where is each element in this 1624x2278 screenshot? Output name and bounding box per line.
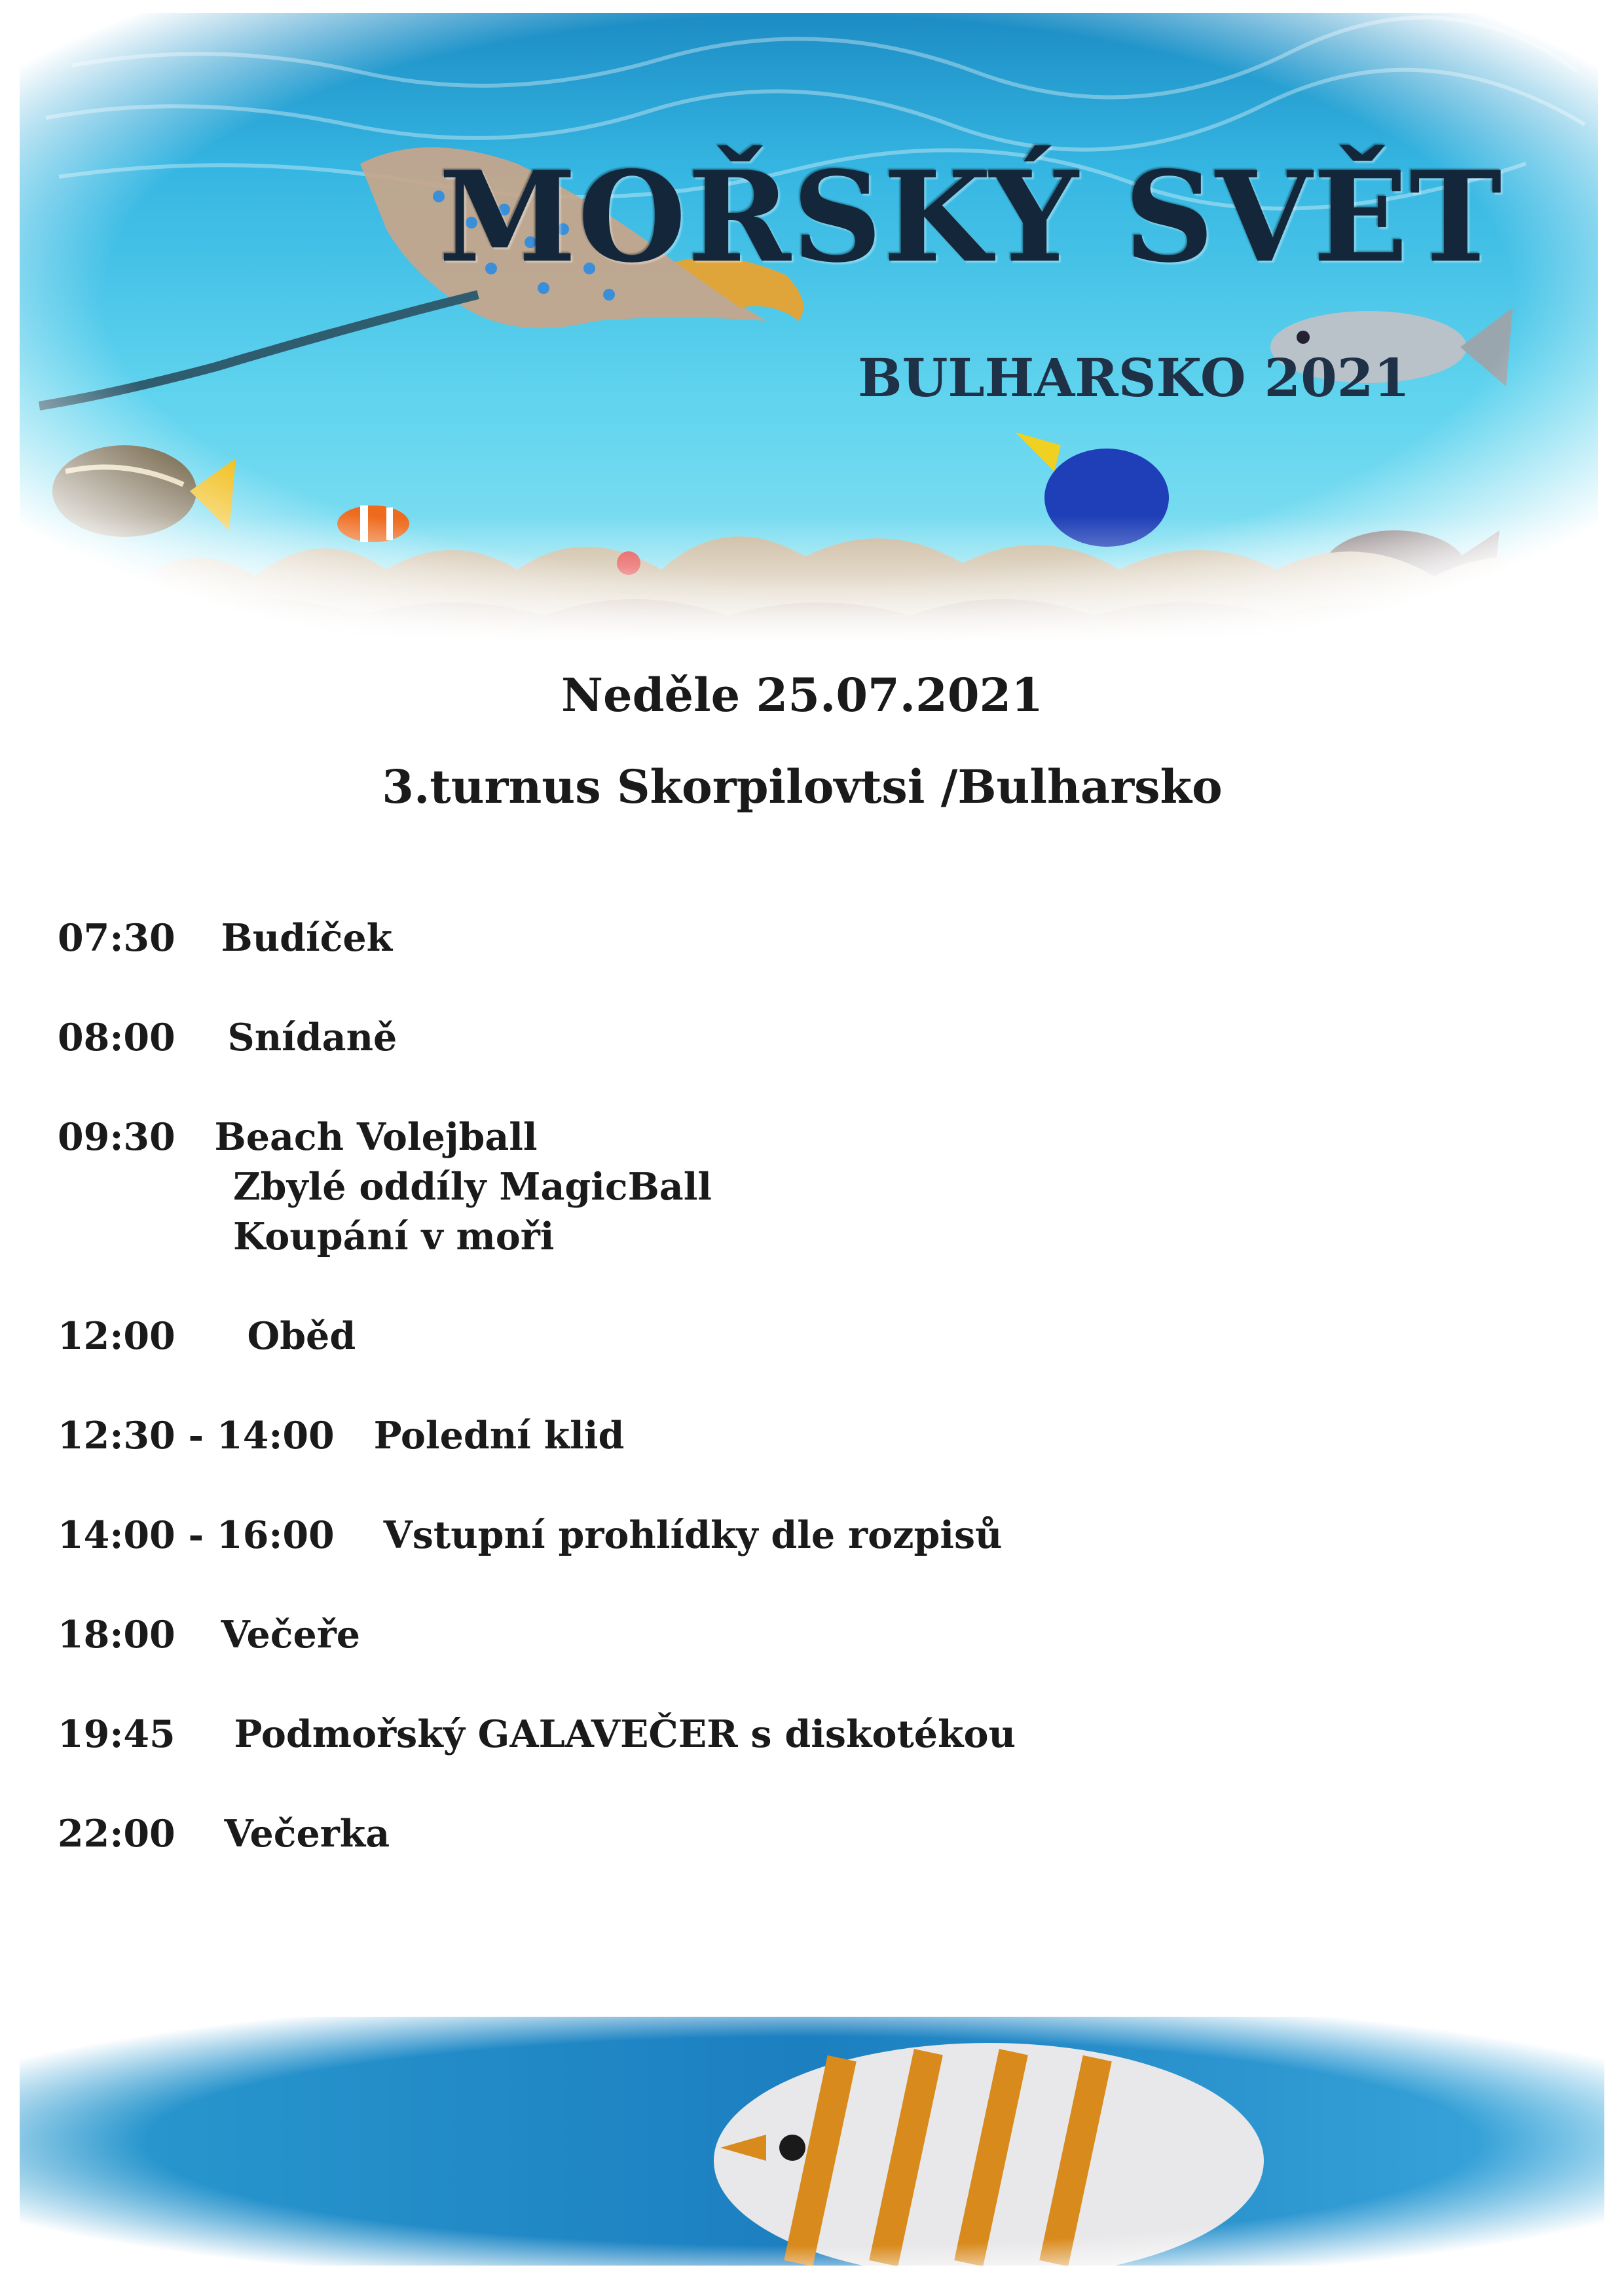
schedule-row xyxy=(58,1411,624,1461)
schedule-activity-extra: Zbylé oddíly MagicBall xyxy=(233,1165,712,1209)
date-heading: Neděle 25.07.2021 xyxy=(561,668,1043,722)
schedule-activity: Večerka xyxy=(224,1812,390,1856)
schedule-time: 18:00 xyxy=(58,1613,175,1657)
banner-subtitle: BULHARSKO 2021 xyxy=(858,347,1411,409)
header-banner xyxy=(20,13,1598,642)
schedule-activity: Budíček xyxy=(221,916,393,960)
schedule-activity: Oběd xyxy=(247,1314,356,1358)
schedule-row xyxy=(58,1013,397,1063)
schedule-activity: Snídaně xyxy=(227,1016,397,1059)
schedule-activity: Beach Volejball xyxy=(214,1115,538,1159)
schedule-activity: Polední klid xyxy=(373,1414,625,1458)
schedule-time: 12:00 xyxy=(58,1314,175,1358)
schedule-row xyxy=(58,1809,390,1859)
schedule-row xyxy=(58,913,392,963)
schedule-row xyxy=(58,1511,1003,1560)
schedule-activity: Vstupní prohlídky dle rozpisů xyxy=(383,1513,1003,1557)
schedule-row xyxy=(58,1312,356,1361)
footer-underwater-scene xyxy=(20,2017,1604,2266)
schedule-row xyxy=(58,1710,1016,1759)
schedule-time: 07:30 xyxy=(58,916,175,960)
schedule-time: 09:30 xyxy=(58,1115,175,1159)
footer-banner xyxy=(20,2017,1604,2266)
schedule-row xyxy=(58,1112,712,1262)
schedule-row xyxy=(58,1610,360,1660)
schedule-activity-extra: Koupání v moři xyxy=(233,1215,555,1258)
schedule-activity: Podmořský GALAVEČER s diskotékou xyxy=(234,1712,1016,1756)
schedule-time: 19:45 xyxy=(58,1712,175,1756)
camp-heading: 3.turnus Skorpilovtsi /Bulharsko xyxy=(382,760,1223,814)
banner-title: MOŘSKÝ SVĚT xyxy=(439,144,1504,290)
schedule-time: 22:00 xyxy=(58,1812,175,1856)
underwater-scene xyxy=(20,13,1598,642)
schedule-time: 08:00 xyxy=(58,1016,175,1059)
schedule-time: 12:30 - 14:00 xyxy=(58,1414,335,1458)
schedule-activity: Večeře xyxy=(221,1613,361,1657)
schedule-time: 14:00 - 16:00 xyxy=(58,1513,335,1557)
